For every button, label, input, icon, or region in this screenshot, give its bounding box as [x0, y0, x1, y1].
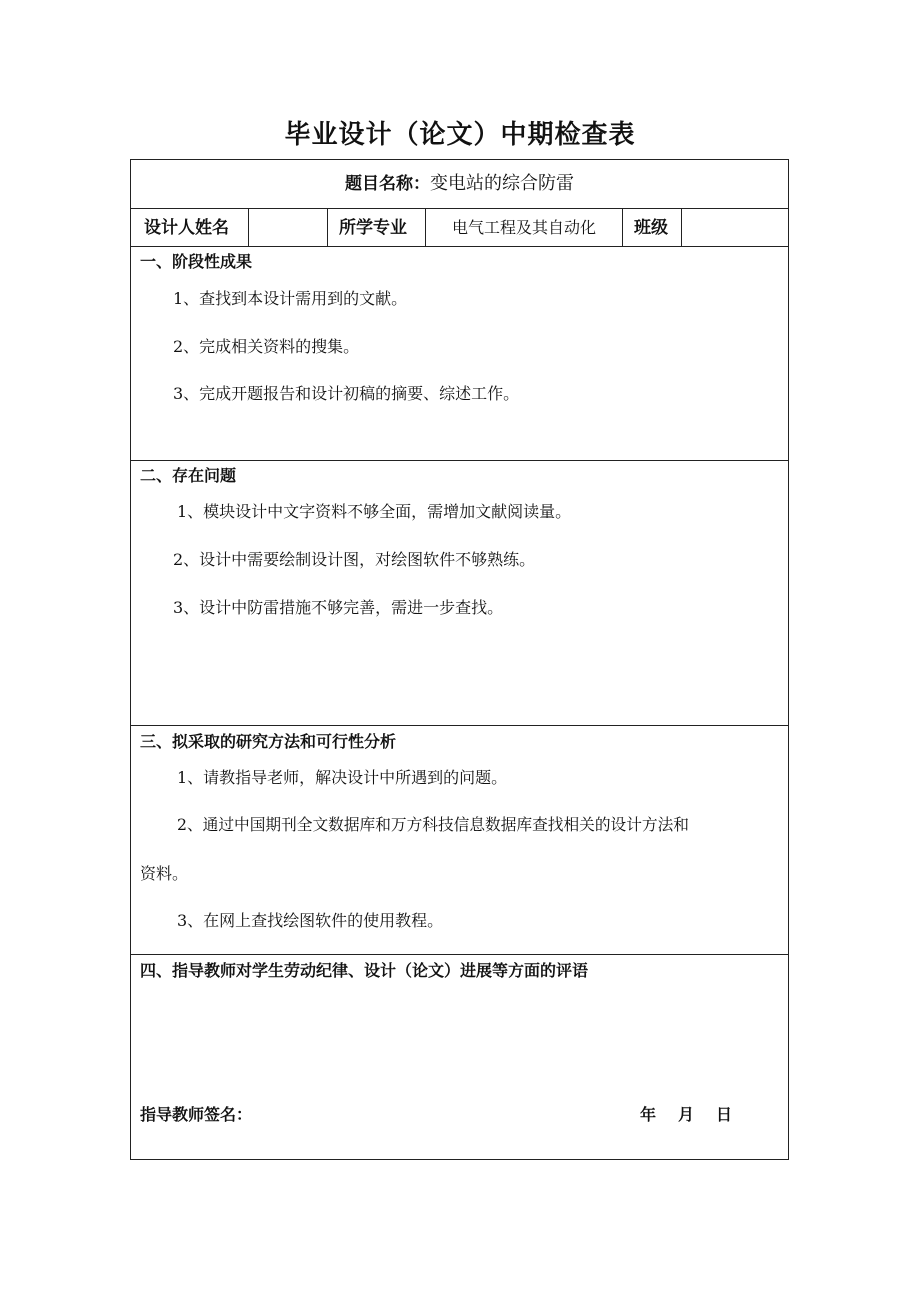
list-item: 3、完成开题报告和设计初稿的摘要、综述工作。 [173, 384, 520, 403]
section-heading-methods: 三、拟采取的研究方法和可行性分析 [140, 732, 397, 751]
list-item: 1、查找到本设计需用到的文献。 [173, 289, 408, 308]
row-divider [131, 246, 788, 247]
cell-divider [327, 209, 328, 246]
section-divider [131, 460, 788, 461]
section-divider [131, 725, 788, 726]
teacher-signature-label: 指导教师签名： [140, 1105, 253, 1124]
section-heading-problems: 二、存在问题 [140, 466, 237, 485]
signature-year: 年 [640, 1105, 657, 1124]
signature-month: 月 [678, 1105, 695, 1124]
midterm-check-form [130, 159, 789, 1160]
form-title: 毕业设计（论文）中期检查表 [284, 120, 636, 150]
section-divider [131, 954, 788, 955]
list-item: 3、设计中防雷措施不够完善，需进一步查找。 [173, 598, 504, 617]
cell-divider [622, 209, 623, 246]
section-heading-teacher-comments: 四、指导教师对学生劳动纪律、设计（论文）进展等方面的评语 [140, 961, 589, 980]
signature-day: 日 [716, 1105, 733, 1124]
topic-value: 变电站的综合防雷 [430, 173, 574, 194]
row-divider [131, 208, 788, 209]
list-item: 1、请教指导老师，解决设计中所遇到的问题。 [177, 768, 508, 787]
topic-label: 题目名称： [345, 174, 430, 194]
section-heading-achievements: 一、阶段性成果 [140, 252, 253, 271]
designer-name-label: 设计人姓名 [144, 218, 229, 238]
list-item: 2、完成相关资料的搜集。 [173, 337, 360, 356]
list-item: 2、设计中需要绘制设计图，对绘图软件不够熟练。 [173, 550, 536, 569]
class-field[interactable] [682, 217, 782, 239]
topic-row [131, 173, 788, 195]
designer-name-field[interactable] [249, 217, 327, 239]
class-label: 班级 [634, 218, 668, 238]
list-item: 3、在网上查找绘图软件的使用教程。 [177, 911, 444, 930]
major-label: 所学专业 [339, 218, 407, 238]
list-item: 2、通过中国期刊全文数据库和万方科技信息数据库查找相关的设计方法和 [177, 815, 689, 834]
major-value: 电气工程及其自动化 [451, 218, 596, 237]
list-item: 资料。 [140, 864, 189, 883]
list-item: 1、模块设计中文字资料不够全面，需增加文献阅读量。 [177, 502, 572, 521]
